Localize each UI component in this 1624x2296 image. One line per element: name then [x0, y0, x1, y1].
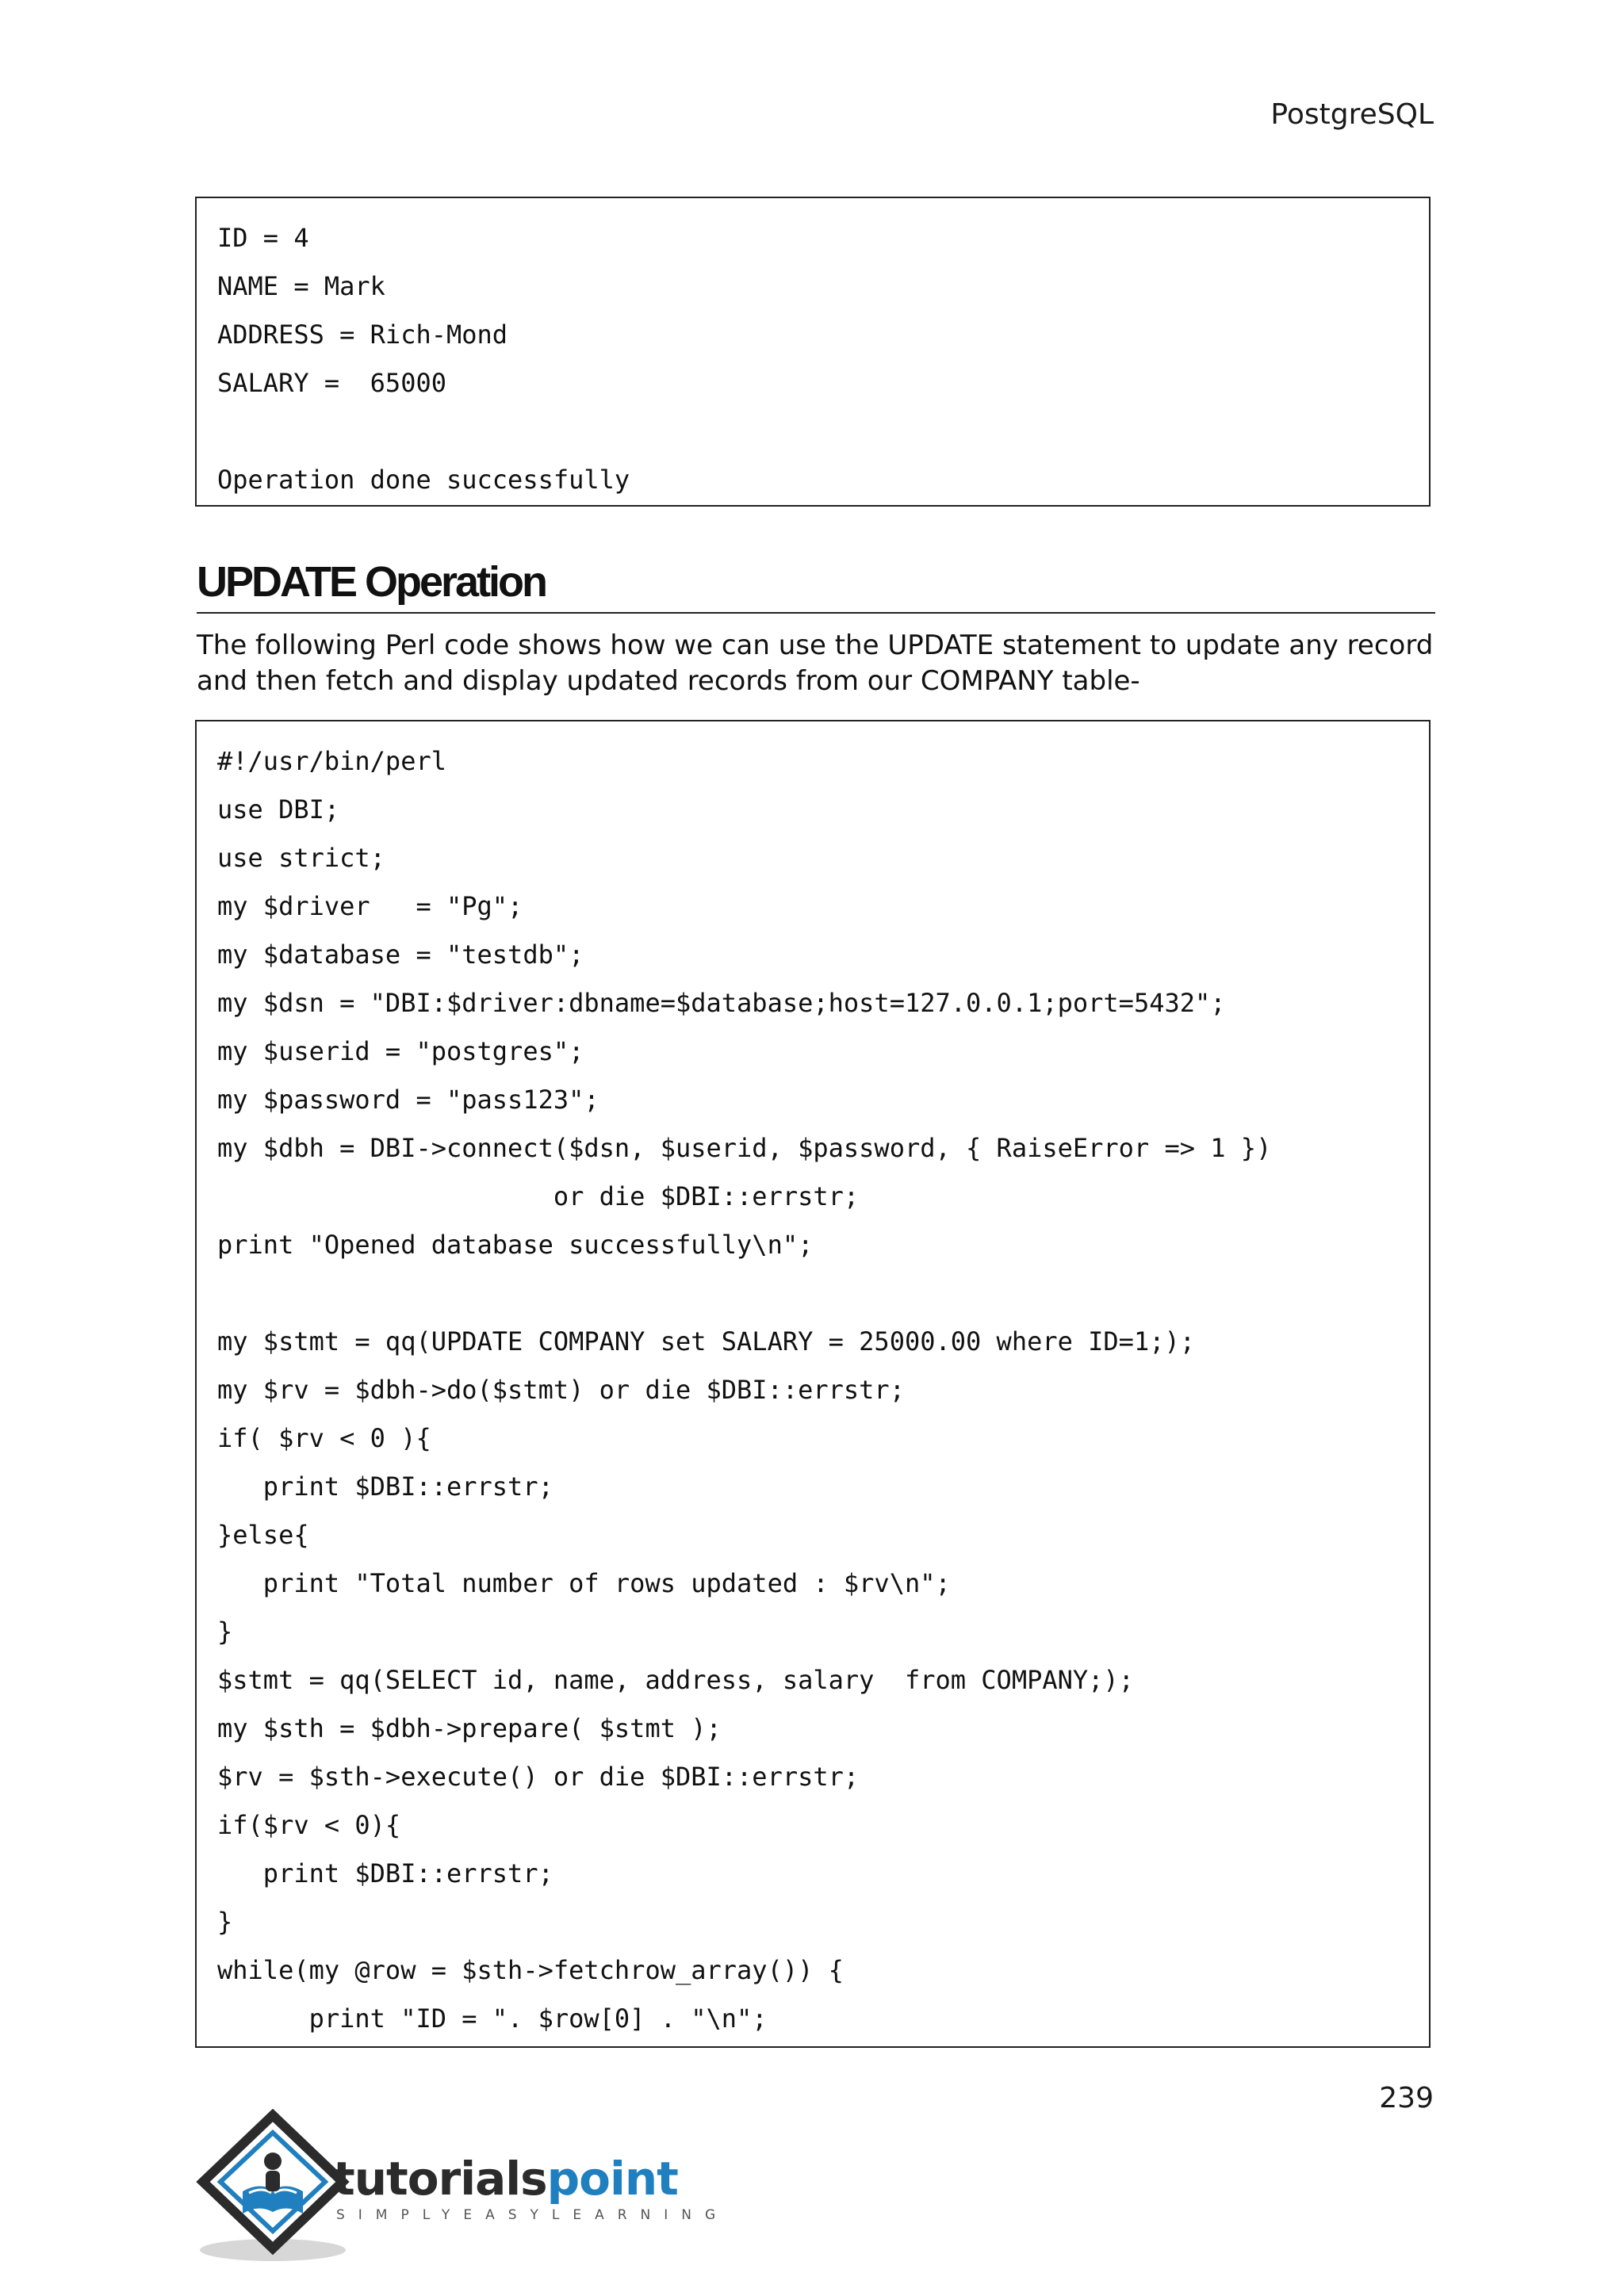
code-line: ID = 4	[217, 223, 309, 253]
tutorialspoint-logo	[193, 2109, 730, 2267]
code-line: }	[217, 1907, 233, 1937]
code-line: my $sth = $dbh->prepare( $stmt );	[217, 1713, 722, 1743]
perl-code-block	[195, 720, 1431, 2048]
code-line: $stmt = qq(SELECT id, name, address, salary from COMPANY;);	[217, 1665, 1134, 1695]
code-line: if($rv < 0){	[217, 1810, 401, 1840]
code-line: print "Total number of rows updated : $rv\n";	[217, 1568, 951, 1598]
logo-emblem-icon	[193, 2109, 352, 2267]
code-line: my $userid = "postgres";	[217, 1036, 584, 1066]
output-code-block	[195, 197, 1431, 507]
code-line	[217, 408, 1408, 456]
logo-tagline: SIMPLYEASYLEARNING	[336, 2207, 730, 2223]
code-line: }else{	[217, 1520, 309, 1550]
section-heading: UPDATE Operation	[197, 553, 1435, 614]
code-line: SALARY = 65000	[217, 368, 446, 398]
code-line: $rv = $sth->execute() or die $DBI::errstr;	[217, 1762, 860, 1792]
page-number: 239	[1379, 2082, 1434, 2114]
code-line: my $driver = "Pg";	[217, 891, 523, 921]
code-line: my $stmt = qq(UPDATE COMPANY set SALARY = 25000.00 where ID=1;);	[217, 1326, 1195, 1357]
code-line: NAME = Mark	[217, 271, 385, 301]
code-line: my $rv = $dbh->do($stmt) or die $DBI::errstr;	[217, 1375, 905, 1405]
code-line: my $dbh = DBI->connect($dsn, $userid, $password, { RaiseError => 1 })	[217, 1133, 1272, 1163]
code-line: while(my @row = $sth->fetchrow_array()) {	[217, 1955, 844, 1985]
code-line: my $database = "testdb";	[217, 939, 584, 970]
code-line: Operation done successfully	[217, 465, 630, 495]
code-line: or die $DBI::errstr;	[217, 1181, 860, 1211]
logo-word-tutorials: tutorials	[333, 2152, 547, 2206]
code-line: ADDRESS = Rich-Mond	[217, 320, 508, 350]
code-line: my $password = "pass123";	[217, 1085, 599, 1115]
code-line	[217, 1269, 1408, 1318]
code-line: print $DBI::errstr;	[217, 1471, 553, 1502]
running-header: PostgreSQL	[1270, 98, 1434, 131]
code-line: }	[217, 1617, 233, 1647]
code-line: print "ID = ". $row[0] . "\n";	[217, 2003, 768, 2034]
intro-paragraph: The following Perl code shows how we can use the UPDATE statement to update any record and then fetch and display updated records from our COMPANY table-	[197, 629, 1434, 697]
code-line: print "Opened database successfully\n";	[217, 1230, 814, 1260]
logo-word-point: point	[546, 2152, 678, 2206]
code-line: #!/usr/bin/perl	[217, 746, 446, 776]
code-line: my $dsn = "DBI:$driver:dbname=$database;host=127.0.0.1;port=5432";	[217, 988, 1226, 1018]
code-line: use DBI;	[217, 794, 340, 825]
code-line: print $DBI::errstr;	[217, 1858, 553, 1888]
logo-wordmark	[333, 2153, 678, 2204]
code-line: use strict;	[217, 843, 385, 873]
code-line: if( $rv < 0 ){	[217, 1423, 431, 1453]
